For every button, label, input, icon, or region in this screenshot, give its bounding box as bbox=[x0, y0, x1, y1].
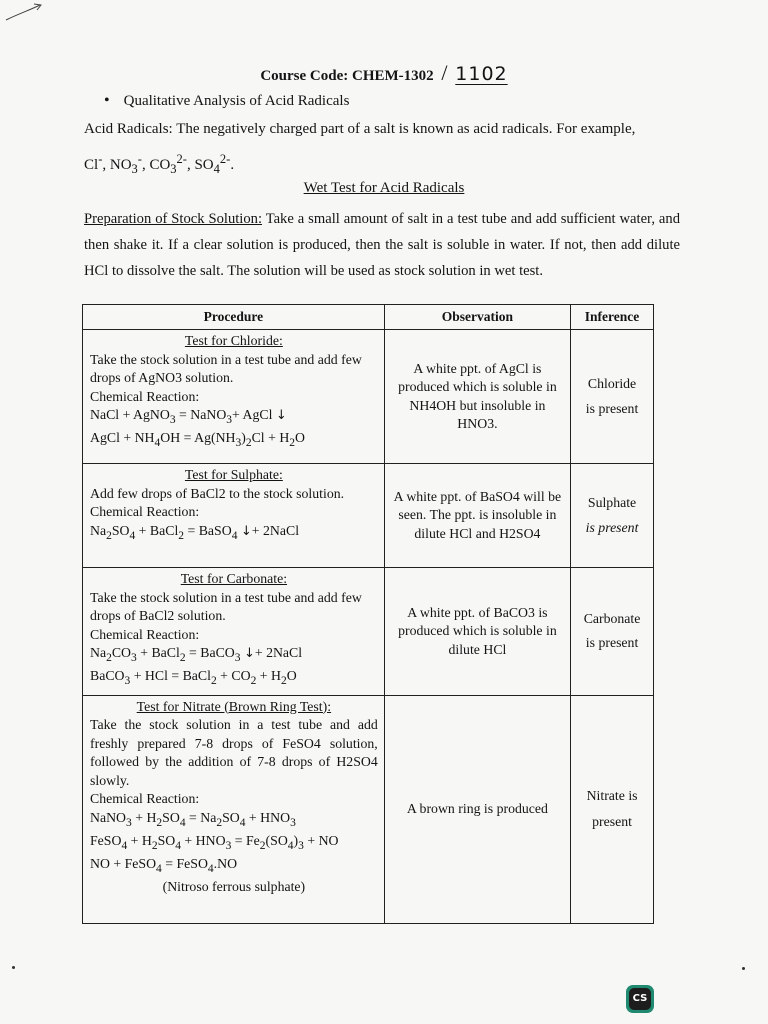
ion-chloride: Cl- bbox=[84, 152, 103, 173]
table-header-row bbox=[83, 305, 654, 330]
ion-examples: Cl-, $NO_3^-$, $CO_3^{2-}$, $SO_4^{2-}$. bbox=[84, 152, 235, 176]
section-title: Wet Test for Acid Radicals bbox=[303, 180, 465, 196]
test-title: Test for Chloride: bbox=[184, 333, 283, 348]
inference-cell: Carbonate is present bbox=[571, 568, 654, 696]
reaction-equation: NaNO$_3$ + $H_2SO_4 = Na_2SO_4 + HNO_3$ bbox=[90, 809, 296, 829]
header-inference: Inference bbox=[571, 305, 654, 330]
reaction-equation: AgCl + $NH_4OH = Ag(NH_3)_2Cl + H_2O$ bbox=[90, 430, 306, 449]
course-code-heading bbox=[0, 60, 768, 86]
test-title: Test for Sulphate: bbox=[184, 467, 283, 482]
ion-carbonate: $CO_3^{2-}$ bbox=[149, 152, 187, 176]
reaction-equation: BaCO$_3$ + HCl = BaCl$_2$ + $CO_2 + H_2O$ bbox=[90, 668, 297, 687]
preparation-label: Preparation of Stock Solution: bbox=[84, 211, 262, 227]
bullet-heading bbox=[104, 92, 349, 110]
preparation-paragraph bbox=[84, 206, 680, 284]
header-observation: Observation bbox=[384, 305, 570, 330]
reaction-label: Chemical Reaction: bbox=[90, 504, 200, 519]
bullet-heading-text: Qualitative Analysis of Acid Radicals bbox=[123, 93, 350, 109]
preparation-text: Take a small amount of salt in a test tube and add sufficient water, and then shake it. If a clear solution is produced, then the salt is soluble in water. If not, then add dilute HCl to dissolve the salt. The solution will be used as stock solution in wet test. bbox=[84, 211, 680, 279]
table-row bbox=[83, 695, 654, 923]
reaction-equation: $Na_2CO_3$ + BaCl$_2$ = BaCO$_3$ ↓+ 2NaCl bbox=[90, 645, 303, 664]
table-row bbox=[83, 568, 654, 696]
table-row bbox=[83, 330, 654, 464]
test-title: Test for Carbonate: bbox=[180, 571, 288, 586]
procedure-text: Add few drops of BaCl2 to the stock solution. bbox=[90, 485, 345, 501]
test-title: Test for Nitrate (Brown Ring Test): bbox=[136, 698, 332, 714]
observation-cell: A white ppt. of BaSO4 will be seen. The ppt. is insoluble in dilute HCl and H2SO4 bbox=[384, 464, 570, 568]
handwritten-code: 1102 bbox=[455, 63, 508, 85]
observation-cell: A white ppt. of BaCO3 is produced which is soluble in dilute HCl bbox=[384, 568, 570, 696]
logo-text: CS bbox=[629, 988, 651, 1010]
observation-cell: A white ppt. of AgCl is produced which is soluble in NH4OH but insoluble in HNO3. bbox=[384, 330, 570, 464]
table-row bbox=[83, 464, 654, 568]
procedure-cell bbox=[83, 330, 385, 464]
reaction-equation: NaCl + AgNO$_3$ = NaNO$_3$+ AgCl ↓ bbox=[90, 407, 287, 426]
reaction-equation: FeSO$_4$ + $H_2SO_4 + HNO_3 = Fe_2(SO_4)_3$ + NO bbox=[90, 832, 339, 852]
procedure-cell bbox=[83, 568, 385, 696]
procedure-text: Take the stock solution in a test tube and add freshly prepared 7-8 drops of FeSO4 solution, followed by the addition of 7-8 drops of H2SO4 slowly. bbox=[90, 717, 378, 788]
reaction-label: Chemical Reaction: bbox=[90, 626, 200, 642]
ion-sulphate: $SO_4^{2-}$ bbox=[194, 152, 231, 176]
bullet-icon: • bbox=[104, 92, 110, 109]
observation-cell: A brown ring is produced bbox=[384, 695, 570, 923]
ion-nitrate: $NO_3^-$ bbox=[109, 152, 142, 176]
procedure-text: Take the stock solution in a test tube and add few drops of AgNO3 solution. bbox=[90, 351, 362, 385]
reaction-label: Chemical Reaction: bbox=[90, 791, 200, 806]
header-procedure: Procedure bbox=[83, 305, 385, 330]
scan-speck bbox=[742, 967, 745, 970]
code-separator: / bbox=[441, 60, 448, 85]
inference-cell: Sulphate is present bbox=[571, 464, 654, 568]
product-note: (Nitroso ferrous sulphate) bbox=[162, 879, 306, 895]
inference-cell: Nitrate is present bbox=[571, 695, 654, 923]
definition-paragraph: Acid Radicals: The negatively charged part of a salt is known as acid radicals. For example, bbox=[84, 121, 636, 137]
course-code: Course Code: CHEM-1302 bbox=[260, 68, 434, 84]
inference-cell: Chloride is present bbox=[571, 330, 654, 464]
procedure-text: Take the stock solution in a test tube and add few drops of BaCl2 solution. bbox=[90, 589, 362, 623]
procedure-cell bbox=[83, 695, 385, 923]
reaction-equation: NO + FeSO$_4$ = FeSO$_4$.NO bbox=[90, 856, 238, 875]
scan-speck bbox=[12, 966, 15, 969]
reaction-label: Chemical Reaction: bbox=[90, 388, 200, 404]
pen-stroke-mark bbox=[4, 2, 44, 24]
acid-radical-table bbox=[82, 304, 654, 924]
reaction-equation: $Na_2SO_4$ + BaCl$_2$ = BaSO$_4$ ↓+ 2NaCl bbox=[90, 522, 300, 542]
camscanner-logo bbox=[626, 985, 654, 1013]
procedure-cell bbox=[83, 464, 385, 568]
